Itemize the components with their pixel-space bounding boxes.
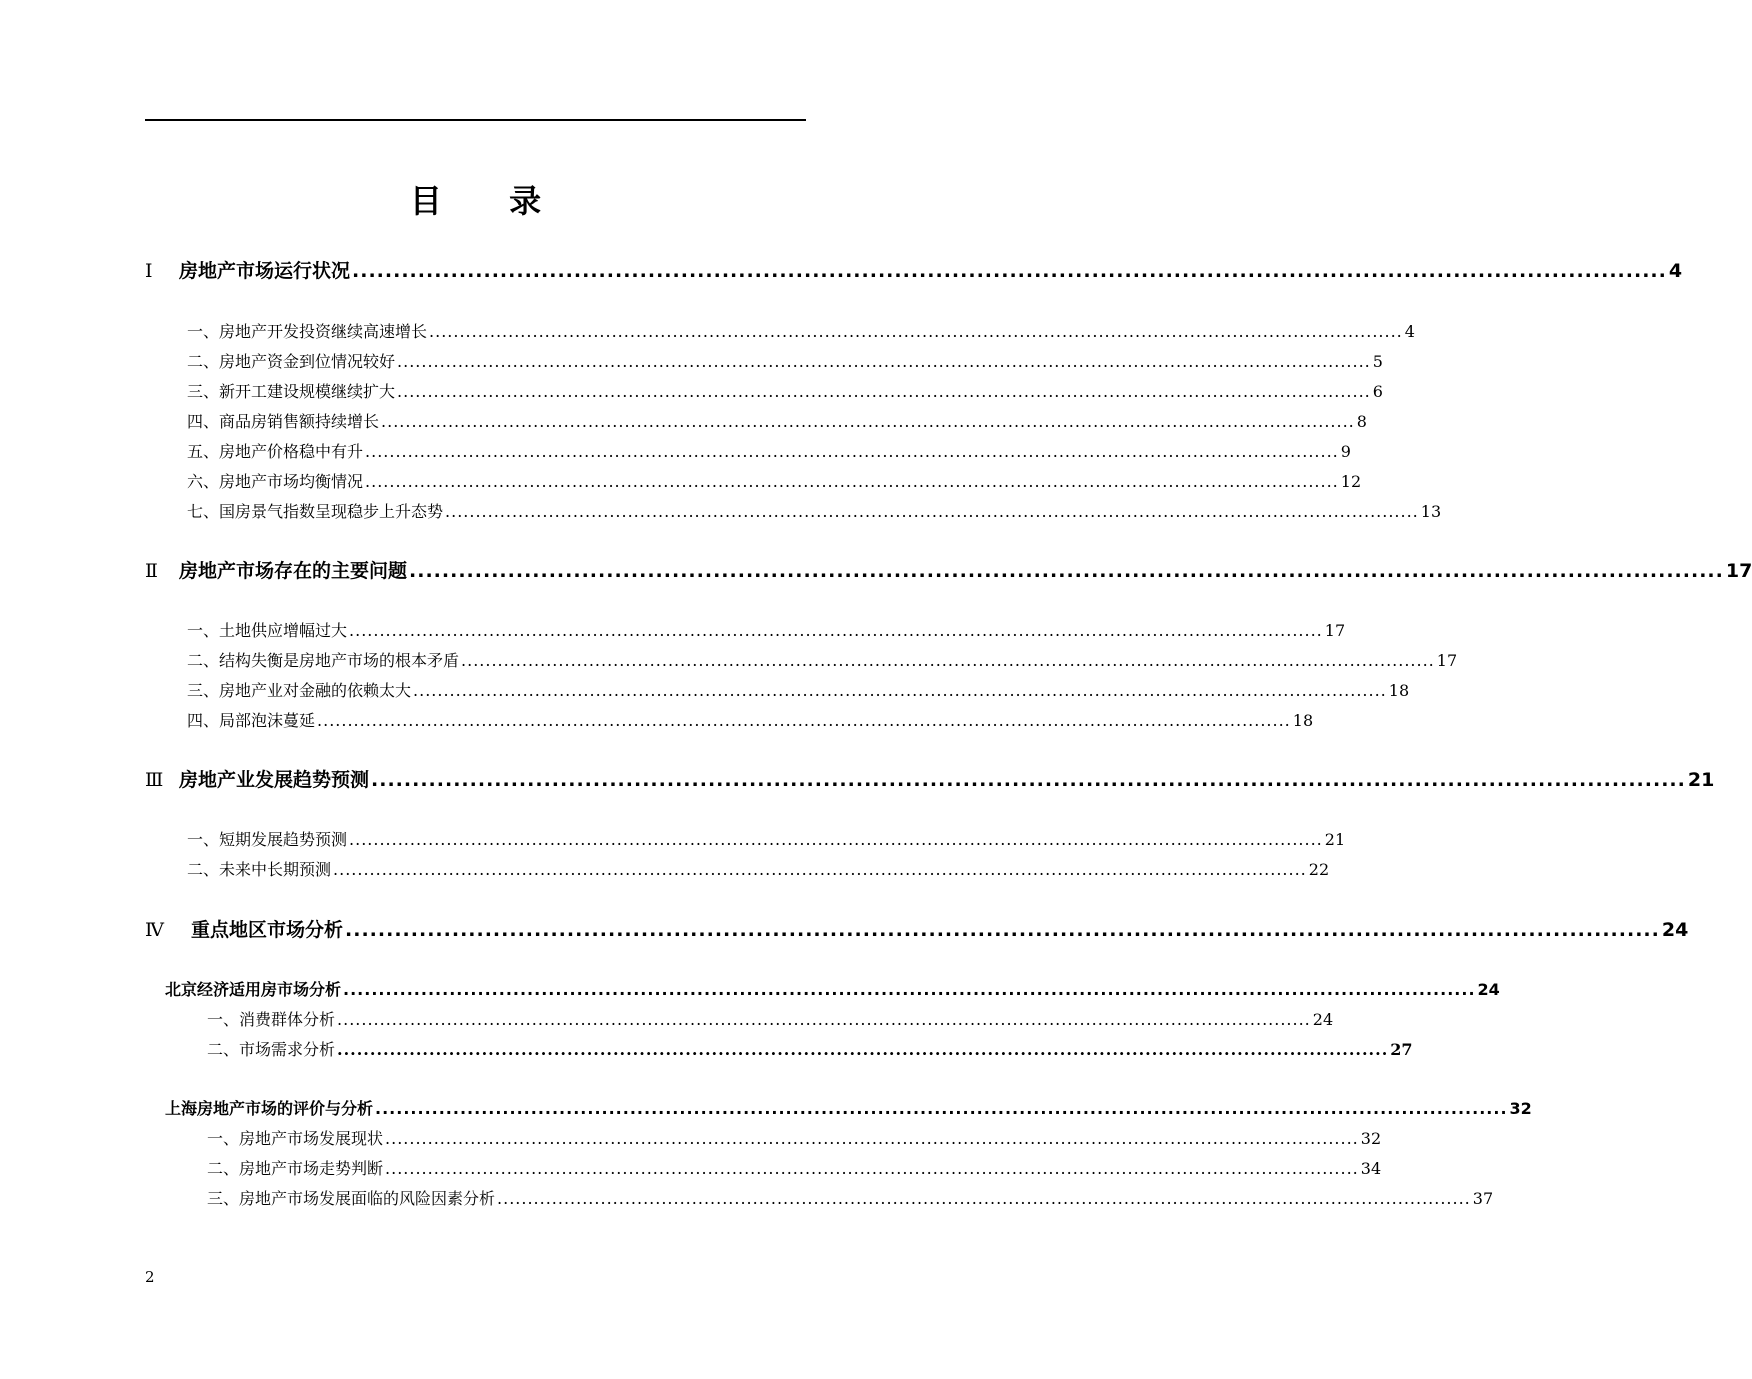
leader-dots: ................................................................................................................................................................ <box>385 1159 1359 1178</box>
section-numeral: Ⅲ <box>145 769 164 791</box>
leader-dots: ................................................................................................................................................................ <box>343 980 1476 999</box>
leader-dots: ................................................................................................................................................................ <box>352 260 1667 282</box>
leader-dots: ................................................................................................................................................................ <box>413 681 1387 700</box>
page-ref: 37 <box>1472 1189 1494 1208</box>
leader-dots: ................................................................................................................................................................ <box>365 442 1339 461</box>
page-ref: 12 <box>1340 472 1362 491</box>
item-label: 二、市场需求分析 <box>207 1040 336 1059</box>
toc-section-4[interactable] <box>145 919 1689 941</box>
leader-dots: ................................................................................................................................................................ <box>317 711 1291 730</box>
section-label: 房地产市场存在的主要问题 <box>179 560 408 582</box>
page-ref: 24 <box>1477 980 1500 999</box>
section-label: 房地产业发展趋势预测 <box>179 769 370 791</box>
item-label: 二、未来中长期预测 <box>187 860 332 879</box>
page-ref: 32 <box>1360 1129 1382 1148</box>
toc-item[interactable] <box>207 1010 1334 1029</box>
toc-section-3[interactable] <box>145 769 1715 791</box>
toc-item[interactable] <box>187 412 1367 431</box>
page-ref: 17 <box>1324 621 1346 640</box>
item-label: 四、局部泡沫蔓延 <box>187 711 316 730</box>
toc-item[interactable] <box>187 472 1362 491</box>
item-label: 三、新开工建设规模继续扩大 <box>187 382 396 401</box>
item-label: 四、商品房销售额持续增长 <box>187 412 380 431</box>
page-ref: 27 <box>1390 1040 1413 1059</box>
toc-item[interactable] <box>187 322 1415 341</box>
toc-item[interactable] <box>187 830 1346 849</box>
toc-item[interactable] <box>187 621 1346 640</box>
leader-dots: ................................................................................................................................................................ <box>337 1010 1311 1029</box>
item-label: 一、房地产开发投资继续高速增长 <box>187 322 428 341</box>
page-ref: 8 <box>1356 412 1367 431</box>
section-numeral: Ⅰ <box>145 260 153 282</box>
toc-item[interactable] <box>187 651 1458 670</box>
leader-dots: ................................................................................................................................................................ <box>375 1099 1508 1118</box>
toc-item[interactable] <box>207 1129 1382 1148</box>
toc-item[interactable] <box>187 860 1330 879</box>
page-ref: 17 <box>1725 560 1752 582</box>
leader-dots: ................................................................................................................................................................ <box>397 352 1371 371</box>
toc-item[interactable] <box>187 442 1351 461</box>
leader-dots: ................................................................................................................................................................ <box>445 502 1419 521</box>
toc-section-2[interactable] <box>145 560 1752 582</box>
page-ref: 4 <box>1404 322 1415 341</box>
toc-item[interactable] <box>207 1159 1382 1178</box>
item-label: 五、房地产价格稳中有升 <box>187 442 364 461</box>
item-label: 七、国房景气指数呈现稳步上升态势 <box>187 502 444 521</box>
leader-dots: ................................................................................................................................................................ <box>349 830 1323 849</box>
toc-item[interactable] <box>187 711 1314 730</box>
leader-dots: ................................................................................................................................................................ <box>461 651 1435 670</box>
item-label: 二、结构失衡是房地产市场的根本矛盾 <box>187 651 460 670</box>
toc-item[interactable] <box>187 382 1383 401</box>
page-ref: 21 <box>1687 769 1715 791</box>
subsection-label: 上海房地产市场的评价与分析 <box>165 1099 374 1118</box>
toc-section-1[interactable] <box>145 260 1683 282</box>
toc-item[interactable] <box>187 352 1383 371</box>
page-ref: 6 <box>1372 382 1383 401</box>
leader-dots: ................................................................................................................................................................ <box>333 860 1307 879</box>
page-ref: 18 <box>1292 711 1314 730</box>
page-ref: 13 <box>1420 502 1442 521</box>
item-label: 一、房地产市场发展现状 <box>207 1129 384 1148</box>
page-ref: 32 <box>1509 1099 1532 1118</box>
leader-dots: ................................................................................................................................................................ <box>397 382 1371 401</box>
toc-subsection[interactable] <box>165 1099 1532 1118</box>
section-numeral: Ⅱ <box>145 560 158 582</box>
header-rule <box>145 119 806 121</box>
leader-dots: ................................................................................................................................................................ <box>385 1129 1359 1148</box>
page-ref: 17 <box>1436 651 1458 670</box>
item-label: 二、房地产资金到位情况较好 <box>187 352 396 371</box>
item-label: 一、短期发展趋势预测 <box>187 830 348 849</box>
leader-dots: ................................................................................................................................................................ <box>381 412 1355 431</box>
toc-subsection[interactable] <box>165 980 1500 999</box>
toc-item[interactable] <box>187 681 1410 700</box>
section-label: 重点地区市场分析 <box>191 919 344 941</box>
page-ref: 24 <box>1661 919 1689 941</box>
toc-item[interactable] <box>207 1189 1494 1208</box>
toc-title: 目 录 <box>409 182 570 220</box>
item-label: 三、房地产业对金融的依赖太大 <box>187 681 412 700</box>
page-ref: 18 <box>1388 681 1410 700</box>
leader-dots: ................................................................................................................................................................ <box>337 1040 1389 1059</box>
toc-item[interactable] <box>207 1040 1413 1059</box>
leader-dots: ................................................................................................................................................................ <box>409 560 1724 582</box>
leader-dots: ................................................................................................................................................................ <box>349 621 1323 640</box>
section-label: 房地产市场运行状况 <box>179 260 351 282</box>
leader-dots: ................................................................................................................................................................ <box>429 322 1403 341</box>
page-ref: 9 <box>1340 442 1351 461</box>
item-label: 三、房地产市场发展面临的风险因素分析 <box>207 1189 496 1208</box>
page-ref: 21 <box>1324 830 1346 849</box>
subsection-label: 北京经济适用房市场分析 <box>165 980 342 999</box>
item-label: 一、消费群体分析 <box>207 1010 336 1029</box>
page-number: 2 <box>145 1268 155 1286</box>
leader-dots: ................................................................................................................................................................ <box>371 769 1686 791</box>
item-label: 二、房地产市场走势判断 <box>207 1159 384 1178</box>
page-ref: 34 <box>1360 1159 1382 1178</box>
page-ref: 5 <box>1372 352 1383 371</box>
page-ref: 4 <box>1668 260 1683 282</box>
item-label: 六、房地产市场均衡情况 <box>187 472 364 491</box>
section-numeral: Ⅳ <box>145 919 164 941</box>
page-ref: 22 <box>1308 860 1330 879</box>
leader-dots: ................................................................................................................................................................ <box>365 472 1339 491</box>
item-label: 一、土地供应增幅过大 <box>187 621 348 640</box>
page-ref: 24 <box>1312 1010 1334 1029</box>
leader-dots: ................................................................................................................................................................ <box>497 1189 1471 1208</box>
leader-dots: ................................................................................................................................................................ <box>345 919 1660 941</box>
toc-item[interactable] <box>187 502 1442 521</box>
